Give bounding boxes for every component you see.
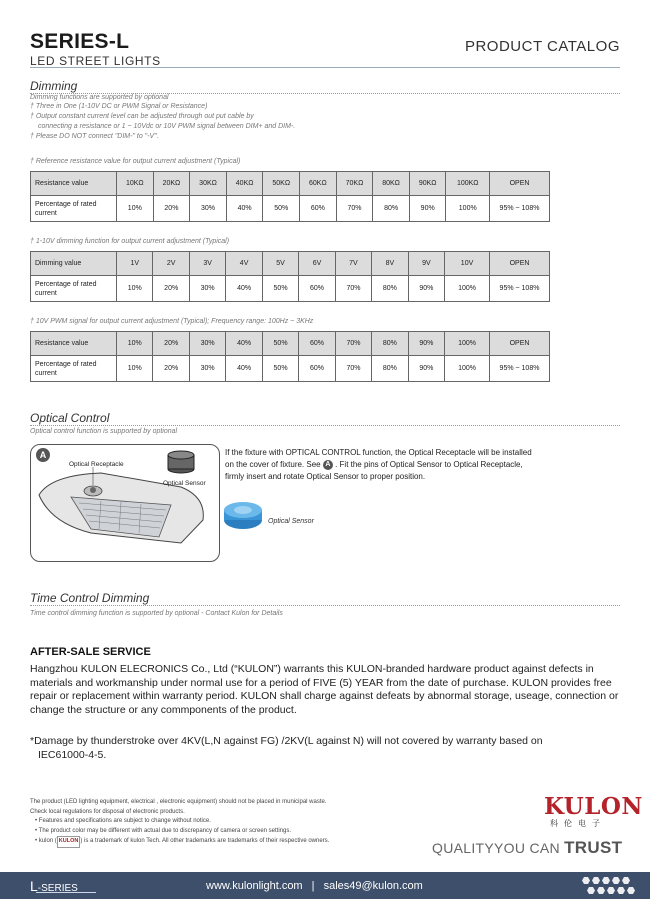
table-cell: 100% xyxy=(445,356,490,382)
table-header-cell: 60% xyxy=(299,332,335,356)
optical-sensor-photo xyxy=(222,500,264,530)
street-light-illustration xyxy=(31,445,219,561)
table-cell: 60% xyxy=(299,356,335,382)
table-cell: 60% xyxy=(299,276,335,302)
catalog-title: PRODUCT CATALOG xyxy=(464,38,620,55)
resistance-table xyxy=(30,171,550,222)
table-cell: 95% ~ 108% xyxy=(490,276,550,302)
resistance-table-caption: † Reference resistance value for output current adjustment (Typical) xyxy=(30,158,241,165)
table-row xyxy=(31,276,550,302)
table-header-cell: 10% xyxy=(117,332,153,356)
table-header-cell: 4V xyxy=(226,252,262,276)
table-cell: 50% xyxy=(262,276,298,302)
table-header-cell: 7V xyxy=(335,252,371,276)
fine-bullet-text: ) is a trademark of kulon Tech. All other trademarks are trademarks of their respective owners. xyxy=(80,838,330,844)
table-cell: 90% xyxy=(408,276,444,302)
after-sale-body: Hangzhou KULON ELECRONICS Co., Ltd (“KULON”) warrants this KULON-branded hardware product against defects in materials and workmanship under normal use for a period of FIVE (5) YEAR from the date of purchase. KULON provides free repair or replacement within warranty period. KULON shall charge against defeats by abnormal storage, useage, connection or change the structure or any commponents of the product. xyxy=(30,663,619,716)
kulon-logo xyxy=(544,793,643,829)
optical-divider xyxy=(30,425,620,426)
footer-series-text: -SERIES xyxy=(37,883,78,894)
damage-line: IEC61000-4-5. xyxy=(38,748,107,761)
voltage-table xyxy=(30,251,550,302)
dimming-bullet: † Please DO NOT connect "DIM-" to "-V". xyxy=(30,133,159,140)
table-cell: 20% xyxy=(153,196,190,222)
figure-letter: A xyxy=(39,450,47,460)
fine-bullet: • Features and specifications are subject to change without notice. xyxy=(35,818,211,824)
table-cell: 30% xyxy=(190,196,227,222)
optical-text-part: . Fit the pins of Optical Sensor to Optical Receptacle, xyxy=(335,460,523,469)
table-header-cell: 10KΩ xyxy=(117,172,154,196)
fine-bullet-text: The product color may be different with actual due to discrepancy of camera or screen settings. xyxy=(38,827,292,834)
header-divider xyxy=(30,67,620,68)
table-header-cell: 80% xyxy=(372,332,408,356)
footer-series-letter: L xyxy=(30,878,38,894)
optical-text-line: firmly insert and rotate Optical Sensor to proper position. xyxy=(225,472,426,481)
table-cell: 40% xyxy=(226,276,262,302)
slogan-part: TRUST xyxy=(564,838,623,857)
footer-separator: | xyxy=(311,880,315,892)
table-header-cell: 100KΩ xyxy=(446,172,490,196)
brand-slogan xyxy=(432,838,622,858)
table-header-cell: 9V xyxy=(408,252,444,276)
fine-bullet-text: kulon ( xyxy=(38,838,57,844)
table-row xyxy=(31,196,550,222)
table-header-cell: 50% xyxy=(262,332,298,356)
receptacle-label: Optical Receptacle xyxy=(69,461,124,468)
table-header-cell: 6V xyxy=(299,252,335,276)
table-header-cell: 60KΩ xyxy=(300,172,337,196)
table-cell: 20% xyxy=(153,276,189,302)
table-cell: 20% xyxy=(153,356,189,382)
table-header-label: Resistance value xyxy=(31,332,117,356)
table-cell: 60% xyxy=(300,196,337,222)
time-control-divider xyxy=(30,605,620,606)
table-row xyxy=(31,356,550,382)
pwm-table-caption: † 10V PWM signal for output current adjustment (Typical); Frequency range: 100Hz ~ 3KHz xyxy=(30,318,314,325)
optical-text-line: If the fixture with OPTICAL CONTROL function, the Optical Receptacle will be installed xyxy=(225,448,532,457)
slogan-part: YOU CAN xyxy=(494,840,560,856)
optical-note: Optical control function is supported by optional xyxy=(30,428,178,435)
table-header-cell: 90% xyxy=(408,332,444,356)
table-header-cell: 30KΩ xyxy=(190,172,227,196)
damage-line: *Damage by thunderstroke over 4KV(L,N against FG) /2KV(L against N) will not covered by warranty based on xyxy=(30,735,543,747)
table-cell: 70% xyxy=(335,276,371,302)
table-header-cell: 3V xyxy=(189,252,225,276)
sensor-label: Optical Sensor xyxy=(163,480,206,487)
hexagon-pattern-icon xyxy=(580,875,642,897)
dimming-note: Dimming functions are supported by optional xyxy=(30,94,169,101)
table-row-label: Percentage of rated current xyxy=(31,196,117,222)
table-header-cell: 40% xyxy=(226,332,262,356)
page-footer xyxy=(0,872,650,899)
table-cell: 100% xyxy=(445,276,490,302)
table-cell: 90% xyxy=(409,196,446,222)
time-control-note: Time control dimming function is supported by optional - Contact Kulon for Details xyxy=(30,610,283,617)
table-cell: 70% xyxy=(336,196,373,222)
website-link[interactable]: www.kulonlight.com xyxy=(206,880,303,892)
series-title: SERIES-L xyxy=(30,30,130,53)
logo-text: KULON xyxy=(544,793,643,820)
table-header-cell: 70% xyxy=(335,332,371,356)
table-cell: 10% xyxy=(117,276,153,302)
table-header-cell: 8V xyxy=(372,252,408,276)
after-sale-title: AFTER-SALE SERVICE xyxy=(30,646,151,658)
page-header xyxy=(30,30,620,68)
table-cell: 80% xyxy=(372,356,408,382)
footer-contact xyxy=(206,880,423,892)
table-header-row xyxy=(31,172,550,196)
fine-print xyxy=(30,798,329,848)
table-header-cell: 1V xyxy=(117,252,153,276)
table-header-cell: 30% xyxy=(189,332,225,356)
table-header-cell: 70KΩ xyxy=(336,172,373,196)
series-subtitle: LED STREET LIGHTS xyxy=(30,54,161,68)
fine-bullet-text: Features and specifications are subject to change without notice. xyxy=(38,818,211,824)
table-header-cell: 5V xyxy=(262,252,298,276)
table-row-label: Percentage of rated current xyxy=(31,276,117,302)
table-header-row xyxy=(31,252,550,276)
table-cell: 10% xyxy=(117,196,154,222)
sensor-caption: Optical Sensor xyxy=(268,518,314,525)
fine-bullet: • kulon ( KULON ) is a trademark of kulon Tech. All other trademarks are trademarks of their respective owners. xyxy=(30,836,329,848)
table-header-cell: 10V xyxy=(445,252,490,276)
table-cell: 40% xyxy=(226,356,262,382)
table-cell: 80% xyxy=(372,276,408,302)
email-link[interactable]: sales49@kulon.com xyxy=(323,880,423,892)
table-cell: 30% xyxy=(189,276,225,302)
table-cell: 40% xyxy=(226,196,263,222)
slogan-part: QUALITY xyxy=(432,840,495,856)
fine-line: The product (LED lighting equipment, electrical , electronic equipment) should not be placed in municipal waste. xyxy=(30,799,327,805)
fine-line: Check local regulations for disposal of electronic products. xyxy=(30,808,185,815)
dimming-title: Dimming xyxy=(30,79,78,93)
dimming-bullets xyxy=(30,102,295,142)
time-control-title: Time Control Dimming xyxy=(30,591,150,605)
table-cell: 100% xyxy=(446,196,490,222)
dimming-bullet: † Three in One (1-10V DC or PWM Signal or Resistance) xyxy=(30,103,208,110)
table-cell: 30% xyxy=(189,356,225,382)
figure-ref-badge: A xyxy=(323,460,333,470)
table-header-cell: 80KΩ xyxy=(373,172,410,196)
table-cell: 80% xyxy=(373,196,410,222)
voltage-table-caption: † 1-10V dimming function for output current adjustment (Typical) xyxy=(30,238,230,245)
dimming-bullet: connecting a resistance or 1 ~ 10Vdc or 10V PWM signal between DIM+ and DIM-. xyxy=(38,123,296,130)
optical-title: Optical Control xyxy=(30,411,110,425)
logo-chinese: 科伦电子 xyxy=(550,819,606,828)
table-header-cell: 90KΩ xyxy=(409,172,446,196)
damage-note xyxy=(30,735,620,762)
table-row-label: Percentage of rated current xyxy=(31,356,117,382)
pwm-table xyxy=(30,331,550,382)
table-cell: 50% xyxy=(263,196,300,222)
table-header-cell: OPEN xyxy=(490,172,550,196)
table-cell: 70% xyxy=(335,356,371,382)
dimming-bullet: † Output constant current level can be adjusted through out put cable by xyxy=(30,113,254,120)
table-header-cell: 20KΩ xyxy=(153,172,190,196)
table-header-row xyxy=(31,332,550,356)
footer-series-underline xyxy=(36,892,96,893)
table-header-cell: 20% xyxy=(153,332,189,356)
table-header-cell: 100% xyxy=(445,332,490,356)
optical-text-line xyxy=(225,459,565,471)
table-cell: 50% xyxy=(262,356,298,382)
table-header-cell: 2V xyxy=(153,252,189,276)
table-header-cell: 50KΩ xyxy=(263,172,300,196)
table-header-label: Resistance value xyxy=(31,172,117,196)
table-cell: 95% ~ 108% xyxy=(490,356,550,382)
kulon-mini-logo: KULON xyxy=(57,836,81,848)
table-cell: 10% xyxy=(117,356,153,382)
optical-diagram xyxy=(30,444,220,562)
optical-instructions xyxy=(225,447,565,483)
table-header-cell: OPEN xyxy=(490,252,550,276)
table-header-cell: OPEN xyxy=(490,332,550,356)
table-cell: 95% ~ 108% xyxy=(490,196,550,222)
table-header-label: Dimming value xyxy=(31,252,117,276)
fine-bullet: • The product color may be different with actual due to discrepancy of camera or screen settings. xyxy=(35,827,292,834)
optical-text-part: on the cover of fixture. See xyxy=(225,460,321,469)
table-cell: 90% xyxy=(408,356,444,382)
table-header-cell: 40KΩ xyxy=(226,172,263,196)
